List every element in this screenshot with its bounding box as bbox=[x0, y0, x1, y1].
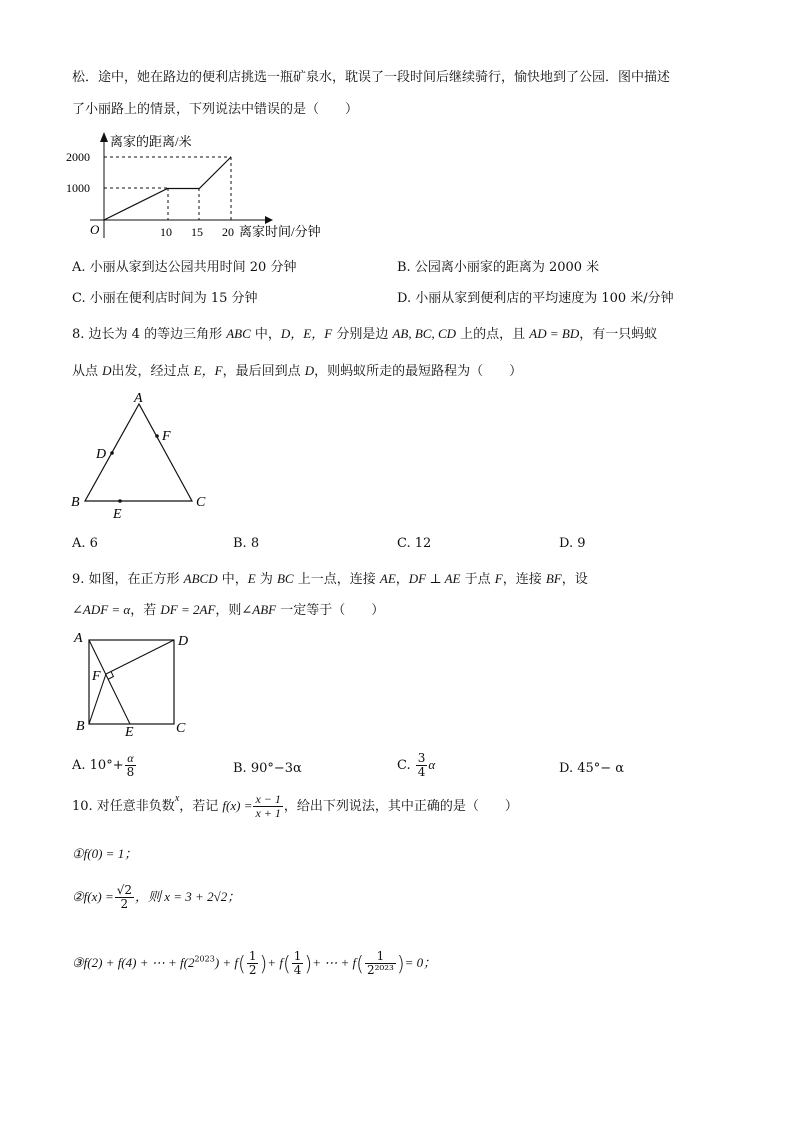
point-f bbox=[155, 434, 159, 438]
ytick-1000: 1000 bbox=[66, 181, 90, 195]
label-f: F bbox=[162, 429, 171, 444]
q8-option-c: C. 12 bbox=[397, 536, 432, 551]
square-figure bbox=[64, 628, 204, 740]
q7-option-d: D. 小丽从家到便利店的平均速度为 100 米/分钟 bbox=[397, 291, 674, 306]
square-abcd bbox=[89, 640, 174, 724]
q8-text-line1: 8. 边长为 4 的等边三角形 ABC 中，D，E，F 分别是边 AB, BC, CD 上的点，且 AD = BD，有一只蚂蚁 bbox=[72, 326, 658, 342]
xtick-20: 20 bbox=[222, 225, 234, 239]
label-d: D bbox=[96, 447, 107, 462]
label-e: E bbox=[113, 507, 122, 520]
label-f: F bbox=[92, 669, 101, 684]
q9-option-d: D. 45°− α bbox=[559, 761, 625, 776]
q8-option-a: A. 6 bbox=[72, 536, 98, 551]
q10-statement-1: ①f(0) = 1； bbox=[72, 846, 138, 861]
q7-option-c: C. 小丽在便利店时间为 15 分钟 bbox=[72, 291, 258, 306]
origin-label: O bbox=[90, 222, 100, 237]
triangle-figure bbox=[66, 388, 226, 520]
distance-time-graph bbox=[60, 128, 360, 246]
xtick-10: 10 bbox=[160, 225, 172, 239]
q9-text-line1: 9. 如图，在正方形 ABCD 中，E 为 BC 上一点，连接 AE，DF ⊥ AE 于点 F，连接 BF，设 bbox=[72, 571, 588, 587]
q9-option-c: C. $\frac{3}{4}$ α bbox=[397, 751, 436, 779]
label-c: C bbox=[196, 495, 206, 510]
q7-text-line2: 了小丽路上的情景，下列说法中错误的是（ ） bbox=[72, 102, 359, 117]
q8-option-d: D. 9 bbox=[559, 536, 586, 551]
y-axis-arrow bbox=[100, 132, 108, 142]
q10-statement-3: ③f(2) + f(4) + ⋯ + $f(2^{2023}) + f$( $\frac{1}{2}$ )+ f( $\frac{1}{4}$ )+ ⋯ + f( $\frac{1}{\text{2²⁰²³}}$ )= 0； bbox=[72, 949, 437, 977]
label-c: C bbox=[176, 721, 186, 736]
q7-option-a: A. 小丽从家到达公园共用时间 20 分钟 bbox=[72, 260, 297, 275]
y-axis-label: 离家的距离/米 bbox=[110, 134, 192, 149]
x-axis-label: 离家时间/分钟 bbox=[239, 224, 321, 239]
label-a: A bbox=[134, 391, 143, 406]
q8-option-b: B. 8 bbox=[233, 536, 260, 551]
q9-option-b: B. 90°−3α bbox=[233, 761, 302, 776]
q9-option-a: A. 10°+ $\frac{\alpha}{8}$ bbox=[72, 751, 135, 779]
ytick-2000: 2000 bbox=[66, 150, 90, 164]
point-d bbox=[110, 451, 114, 455]
segment-df bbox=[106, 640, 174, 674]
q9-text-line2: ∠ADF = α，若 DF = 2AF，则∠ABF 一定等于（ ） bbox=[72, 602, 385, 618]
q10-text-line1: 10. 对任意非负数$^x$，若记 f(x) = $\frac{x - 1}{x + 1}$ ，给出下列说法，其中正确的是（ ） bbox=[72, 792, 518, 820]
x-axis-arrow bbox=[265, 216, 273, 224]
q7-option-b: B. 公园离小丽家的距离为 2000 米 bbox=[397, 260, 600, 275]
point-e bbox=[118, 499, 122, 503]
xtick-15: 15 bbox=[191, 225, 203, 239]
label-b: B bbox=[71, 495, 80, 510]
label-d: D bbox=[178, 634, 189, 649]
q10-statement-2: ②f(x) = $\frac{√2}{2}$ ，则 x = 3 + 2√2； bbox=[72, 883, 241, 911]
q8-text-line2: 从点 D出发，经过点 E，F，最后回到点 D，则蚂蚁所走的最短路程为（ ） bbox=[72, 363, 523, 379]
label-b: B bbox=[76, 719, 85, 734]
label-e: E bbox=[125, 725, 134, 740]
q7-text-line1: 松．途中，她在路边的便利店挑选一瓶矿泉水，耽误了一段时间后继续骑行，愉快地到了公园．图中描述 bbox=[72, 70, 671, 85]
label-a: A bbox=[74, 631, 83, 646]
